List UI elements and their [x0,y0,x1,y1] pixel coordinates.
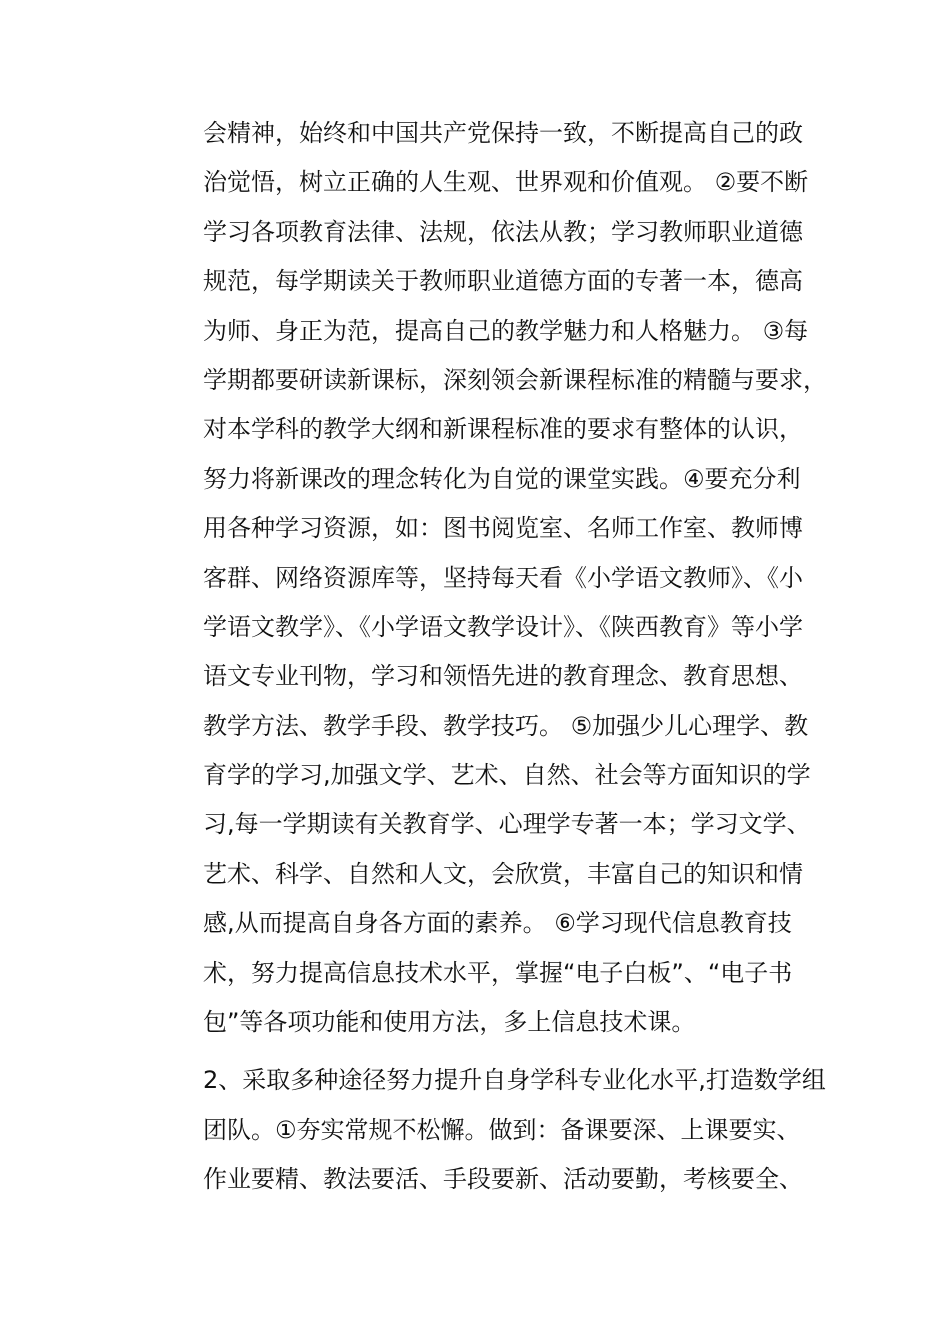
text-line: 作业要精、教法要活、手段要新、活动要勤，考核要全、 [203,1165,803,1194]
document-body [203,109,827,1205]
text-line: 会精神，始终和中国共产党保持一致，不断提高自己的政 [203,119,803,147]
text-line: 语文专业刊物，学习和领悟先进的教育理念、教育思想、 [203,662,803,691]
text-line: 客群、网络资源库等，坚持每天看《小学语文教师》、《小 [203,563,803,592]
text-line: 艺术、科学、自然和人文，会欣赏，丰富自己的知识和情 [203,859,803,888]
text-line: 学习各项教育法律、法规，依法从教；学习教师职业道德 [203,217,803,246]
paragraph-2 [203,1056,826,1204]
text-line: 治觉悟，树立正确的人生观、世界观和价值观。 ②要不断 [203,168,809,197]
text-line: 育学的学习,加强文学、艺术、自然、社会等方面知识的学 [203,761,811,790]
text-line: 2、采取多种途径努力提升自身学科专业化水平,打造数学组 [203,1066,826,1095]
text-line: 包”等各项功能和使用方法，多上信息技术课。 [203,1008,696,1037]
paragraph-1 [203,109,827,1047]
text-line: 术，努力提高信息技术水平，掌握“电子白板”、“电子书 [203,958,793,987]
text-line: 努力将新课改的理念转化为自觉的课堂实践。④要充分利 [203,464,801,493]
text-line: 用各种学习资源，如：图书阅览室、名师工作室、教师博 [203,514,803,543]
text-line: 对本学科的教学大纲和新课程标准的要求有整体的认识， [203,415,803,444]
paragraph-spacer [203,1047,823,1056]
text-line: 学语文教学》、《小学语文教学设计》、《陕西教育》等小学 [203,612,803,641]
text-line: 为师、身正为范，提高自己的教学魅力和人格魅力。 ③每 [203,316,809,345]
text-line: 教学方法、教学手段、教学技巧。 ⑤加强少儿心理学、教 [203,711,809,740]
text-line: 学期都要研读新课标，深刻领会新课程标准的精髓与要求， [203,365,827,394]
text-line: 感,从而提高自身各方面的素养。 ⑥学习现代信息教育技 [203,909,792,938]
text-line: 习,每一学期读有关教育学、心理学专著一本；学习文学、 [203,810,811,839]
text-line: 团队。①夯实常规不松懈。做到：备课要深、上课要实、 [203,1115,801,1144]
text-line: 规范，每学期读关于教师职业道德方面的专著一本，德高 [203,267,803,296]
